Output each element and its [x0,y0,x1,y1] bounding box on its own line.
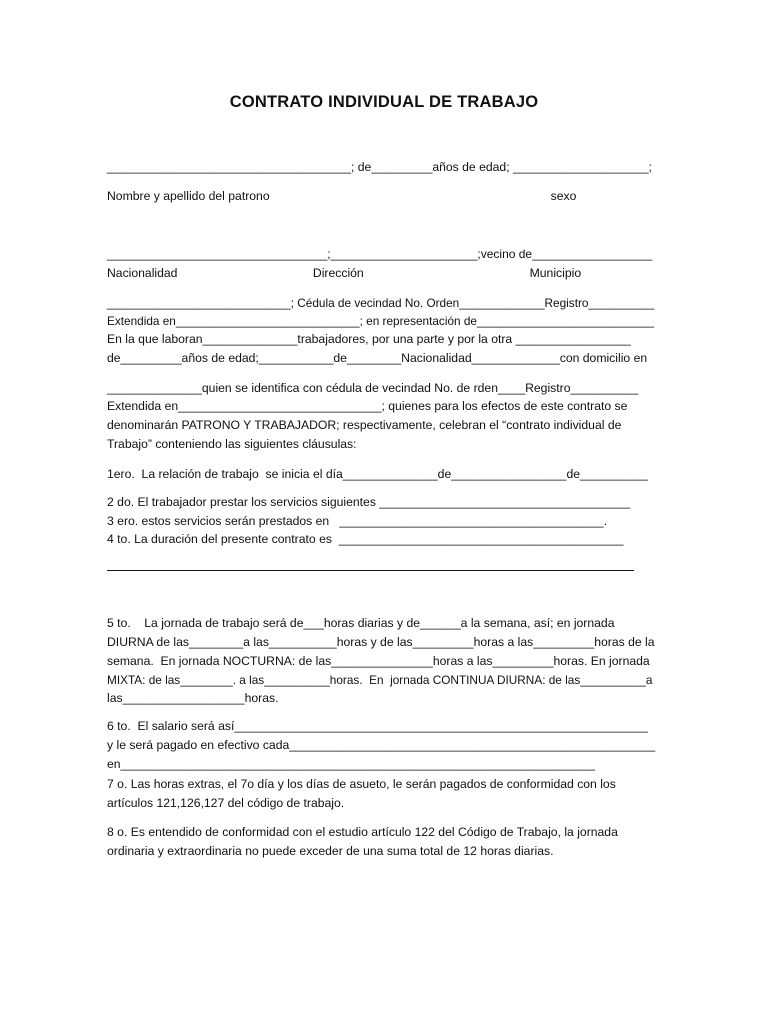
clause-6-line-1: 6 to. El salario será así_____________________________________________________________ [107,719,648,733]
clause-5-line-1: 5 to. La jornada de trabajo será de___horas diarias y de______a la semana, así; en jornada [107,616,615,630]
clause-7-line-2: artículos 121,126,127 del código de trabajo. [107,796,345,810]
line-identifica: ______________quien se identifica con cédula de vecindad No. de rden____Registro__________ [107,381,639,395]
clause-4: 4 to. La duración del presente contrato es __________________________________________ [107,532,624,546]
line-nationality-address: _________________________________;______________________;vecino de__________________ [107,247,653,261]
line-extendida-1: Extendida en____________________________; en representación de___________________________ [107,314,655,328]
document-title: CONTRATO INDIVIDUAL DE TRABAJO [229,93,539,111]
clause-8-line-1: 8 o. Es entendido de conformidad con el estudio artículo 122 del Código de Trabajo, la jornada [107,825,618,839]
line-employer-name: ____________________________________; de_________años de edad; ____________________; [107,160,652,174]
clause-5-line-2: DIURNA de las________a las__________horas y de las_________horas a las_________horas de la [107,635,655,649]
clause-2: 2 do. El trabajador prestar los servicios siguientes _____________________________________ [107,495,631,509]
clause-8-line-2: ordinaria y extraordinaria no puede exceder de una suma total de 12 horas diarias. [107,844,554,858]
clause-6-line-3: en______________________________________________________________________ [107,757,596,771]
line-nationality-labels: Nacionalidad Dirección Municipio [107,266,582,280]
clause-7-line-1: 7 o. Las horas extras, el 7o día y los días de asueto, le serán pagados de conformidad con los [107,777,616,791]
clause-4-continuation-line [107,570,634,571]
line-extendida-2: Extendida en______________________________; quienes para los efectos de este contrato se [107,399,628,413]
clause-3: 3 ero. estos servicios serán prestados en _______________________________________. [107,514,608,528]
line-employer-labels: Nombre y apellido del patrono sexo [107,189,577,203]
clause-5-line-5: las__________________horas. [107,691,279,705]
line-denominaran: denominarán PATRONO Y TRABAJADOR; respectivamente, celebran el “contrato individual de [107,418,622,432]
line-clausulas: Trabajo” conteniendo las siguientes cláusulas: [107,437,357,451]
clause-6-line-2: y le será pagado en efectivo cada______________________________________________________ [107,738,656,752]
line-edad-domicilio: de_________años de edad;___________de________Nacionalidad_____________con domicilio en [107,351,648,365]
line-cedula: ____________________________; Cédula de vecindad No. Orden_____________Registro__________ [107,296,655,310]
line-trabajadores: En la que laboran______________trabajadores, por una parte y por la otra _________________ [107,332,631,346]
clause-5-line-3: semana. En jornada NOCTURNA: de las_______________horas a las_________horas. En jornada [107,654,650,668]
clause-5-line-4: MIXTA: de las________. a las__________horas. En jornada CONTINUA DIURNA: de las__________a [107,673,653,687]
clause-1: 1ero. La relación de trabajo se inicia el día______________de_________________de__________ [107,467,648,481]
